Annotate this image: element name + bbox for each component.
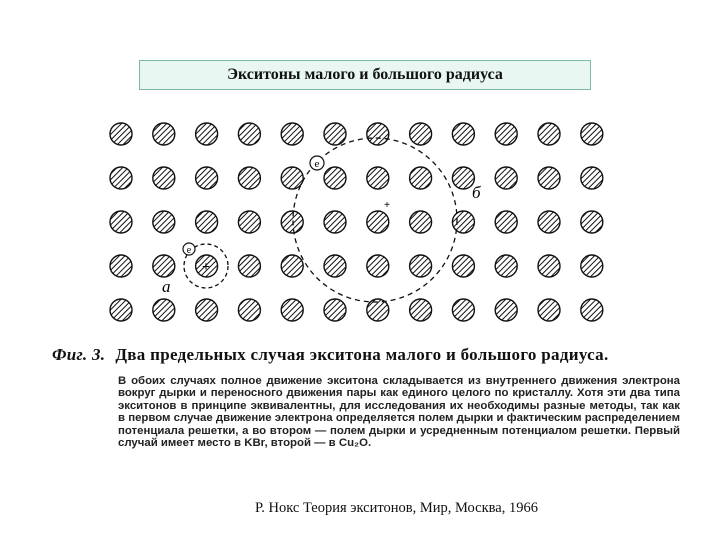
lattice-atom [238,167,260,189]
lattice-atom [538,167,560,189]
label-a: а [162,277,171,296]
figure-caption-text: В обоих случаях полное движение экситона складывается из внутреннего движения электрона вокруг дырки и переносного движения пары как единого целого по кристаллу. Хотя эти два типа экситонов в принципе эквивалентны, для исследования их необходимы разные методы, так как в первом случае движение электрона определяется полем дырки и фактическим распределением потенциала решетки, а во втором — полем дырки и усредненным потенциалом решетки. Первый случай имеет место в KBr, второй — в Cu₂O. [118,375,680,450]
lattice-atom [196,211,218,233]
lattice-atom [581,299,603,321]
figure-heading-text: Два предельных случая экситона малого и большого радиуса. [115,345,609,364]
lattice-atom [410,211,432,233]
lattice-atom [153,167,175,189]
lattice-atom [495,211,517,233]
lattice-atom [196,167,218,189]
lattice-atom [410,123,432,145]
lattice-atom [324,123,346,145]
lattice-atom [581,123,603,145]
lattice-atom [367,167,389,189]
lattice-atom [153,255,175,277]
figure-label: Фиг. 3. [52,345,106,364]
lattice-atom [410,167,432,189]
lattice-atom [110,255,132,277]
lattice-atom [324,167,346,189]
lattice-atom [367,255,389,277]
source-citation: Р. Нокс Теория экситонов, Мир, Москва, 1966 [255,500,538,516]
lattice-atom [110,211,132,233]
small-exciton-hole-symbol: + [202,260,210,275]
lattice-atom [538,123,560,145]
lattice-atom [538,299,560,321]
lattice-atom [281,299,303,321]
lattice-atom [452,211,474,233]
label-b: б [472,183,481,202]
lattice-figure [100,116,660,340]
figure-caption-heading [52,345,672,365]
lattice-atom [410,255,432,277]
lattice-atom [110,167,132,189]
lattice-atom [324,299,346,321]
lattice-atom [538,255,560,277]
small-exciton-electron-symbol: e [186,245,192,256]
lattice-atom [238,255,260,277]
lattice-atom [452,299,474,321]
lattice-atom [495,123,517,145]
lattice-atom [196,299,218,321]
lattice-atom [538,211,560,233]
lattice-atom [581,211,603,233]
large-exciton-electron-symbol: e [314,158,320,170]
lattice-atom [581,167,603,189]
lattice-atom [367,299,389,321]
lattice-atom [324,255,346,277]
lattice-atom [324,211,346,233]
lattice-atom [452,123,474,145]
lattice-atom [281,255,303,277]
lattice-atom [153,211,175,233]
lattice-atom [110,123,132,145]
slide-title: Экситоны малого и большого радиуса [139,60,591,90]
lattice-atom [110,299,132,321]
lattice-atom [367,123,389,145]
lattice-atom [281,211,303,233]
lattice-atom [238,211,260,233]
large-exciton-hole-symbol: + [383,199,391,211]
lattice-atom [153,123,175,145]
lattice-atom [495,167,517,189]
lattice-atom [281,123,303,145]
lattice-atom [495,299,517,321]
lattice-atom [581,255,603,277]
lattice-atom [238,123,260,145]
lattice-atom [238,299,260,321]
lattice-atom [367,211,389,233]
lattice-atom [452,255,474,277]
lattice-atom [410,299,432,321]
lattice-atom [196,123,218,145]
lattice-atom [153,299,175,321]
lattice-atom [495,255,517,277]
